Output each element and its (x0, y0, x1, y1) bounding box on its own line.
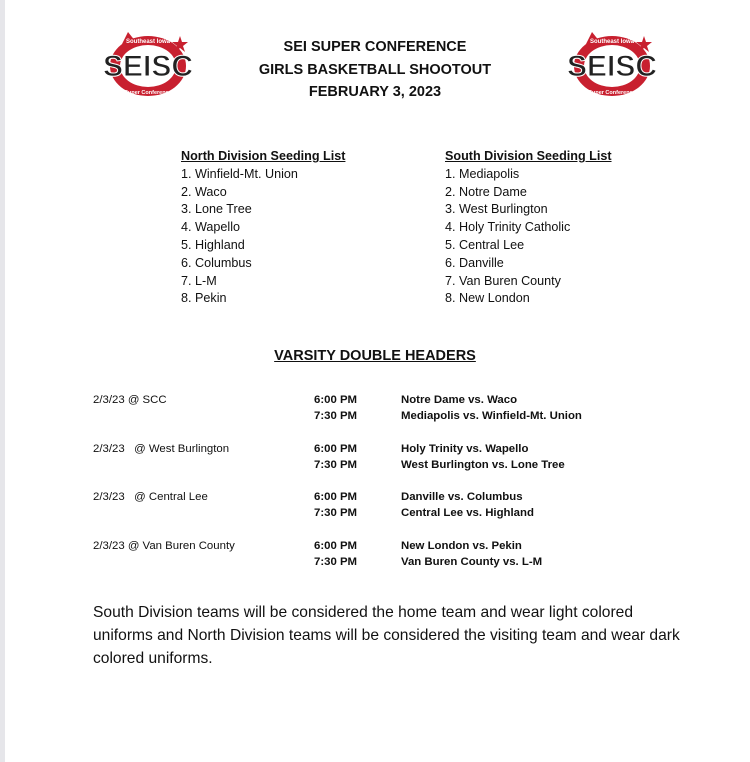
game-date-location: 2/3/23 @ Van Buren County (93, 540, 235, 552)
game-date-location: 2/3/23 @ West Burlington (93, 443, 230, 455)
south-team: 5. Central Lee (445, 237, 525, 252)
north-seeding-list (181, 148, 345, 308)
game-matchup: Mediapolis vs. Winfield-Mt. Union (401, 410, 582, 422)
logo-ring-bottom: Super Conference (588, 90, 636, 96)
game-matchup: Danville vs. Columbus (401, 491, 523, 503)
game-time: 6:00 PM (314, 540, 358, 552)
south-team: 1. Mediapolis (445, 166, 520, 181)
north-team: 6. Columbus (181, 255, 252, 270)
game-time: 6:00 PM (314, 491, 358, 503)
game-time: 7:30 PM (314, 459, 358, 471)
south-team: 3. West Burlington (445, 202, 548, 217)
game-matchup: Central Lee vs. Highland (401, 507, 534, 519)
south-team: 6. Danville (445, 255, 504, 270)
logo-text: SEISC (566, 50, 658, 83)
header-line-2: GIRLS BASKETBALL SHOOTOUT (258, 61, 492, 78)
south-team: 7. Van Buren County (445, 273, 561, 288)
seisc-logo-left (92, 24, 204, 102)
game-matchup: Holy Trinity vs. Wapello (401, 443, 529, 455)
game-matchup: Notre Dame vs. Waco (401, 394, 518, 406)
header-line-1: SEI SUPER CONFERENCE (283, 39, 467, 55)
game-matchup: Van Buren County vs. L-M (401, 556, 543, 568)
page-edge (0, 0, 5, 762)
logo-ring-top: Southeast Iowa (589, 39, 635, 45)
varsity-title: VARSITY DOUBLE HEADERS (274, 348, 476, 364)
north-team: 7. L-M (181, 273, 217, 288)
uniform-note: South Division teams will be considered the home team and wear light colored uniforms and North Division teams will be considered the visiting team and wear dark colored uniforms. (93, 604, 680, 667)
north-team: 5. Highland (181, 237, 245, 252)
header-line-3: FEBRUARY 3, 2023 (308, 84, 442, 100)
seisc-logo-right (556, 24, 668, 102)
logo-ring-bottom: Super Conference (124, 90, 172, 96)
logo-ring-top: Southeast Iowa (125, 39, 171, 45)
north-team: 4. Wapello (181, 220, 241, 235)
game-time: 7:30 PM (314, 507, 358, 519)
game-matchup: West Burlington vs. Lone Tree (401, 459, 565, 471)
north-team: 3. Lone Tree (181, 202, 252, 217)
game-matchup: New London vs. Pekin (401, 540, 522, 552)
game-date-location: 2/3/23 @ Central Lee (93, 491, 208, 503)
north-team: 1. Winfield-Mt. Union (181, 166, 298, 181)
game-time: 6:00 PM (314, 394, 358, 406)
game-date-location: 2/3/23 @ SCC (93, 394, 167, 406)
south-team: 2. Notre Dame (445, 184, 527, 199)
south-seeding-title: South Division Seeding List (445, 149, 612, 163)
document-header (200, 36, 550, 104)
south-team: 4. Holy Trinity Catholic (445, 220, 571, 235)
game-time: 7:30 PM (314, 410, 358, 422)
south-seeding-list (445, 148, 612, 308)
game-time: 6:00 PM (314, 443, 358, 455)
north-seeding-title: North Division Seeding List (181, 149, 346, 163)
game-time: 7:30 PM (314, 556, 358, 568)
north-team: 2. Waco (181, 184, 227, 199)
north-team: 8. Pekin (181, 291, 227, 306)
logo-text: SEISC (102, 50, 194, 83)
south-team: 8. New London (445, 291, 530, 306)
